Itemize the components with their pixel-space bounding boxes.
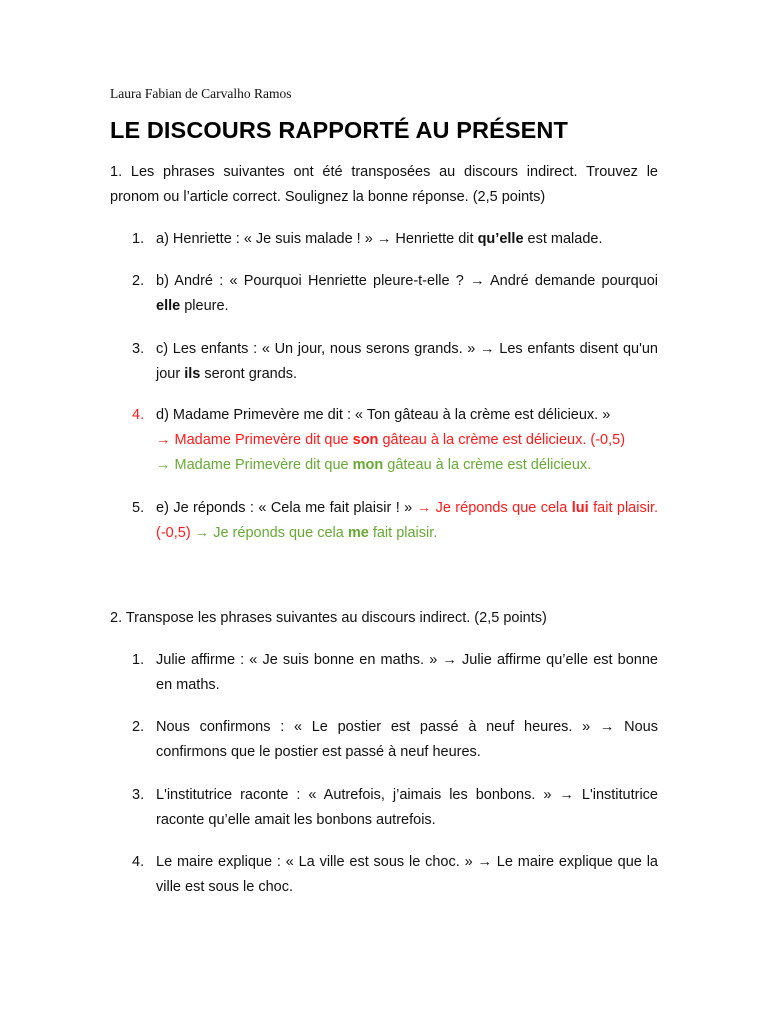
correction-pre: → Madame Primevère dit que (156, 457, 353, 473)
exercise1-item-1 (132, 227, 658, 252)
item-text: c) Les enfants : « Un jour, nous serons grands. » → Les enfants disent qu'un jour (156, 341, 658, 382)
item-text-end: pleure. (180, 298, 229, 314)
wrong-answer-line (156, 428, 658, 453)
item-number: 2. (132, 719, 145, 735)
wrong-answer-word: son (352, 432, 379, 448)
item-text: d) Madame Primevère me dit : « Ton gâteau à la crème est délicieux. » (156, 407, 611, 423)
exercise1-item-5 (132, 496, 658, 546)
exercise1-item-4 (132, 403, 658, 478)
wrong-answer-pre: → Madame Primevère dit que (156, 432, 353, 448)
exercise2-item-2 (132, 715, 658, 765)
correction-word: mon (352, 457, 384, 473)
item-text-end: est malade. (523, 231, 603, 247)
item-text: Nous confirmons : « Le postier est passé à neuf heures. » → Nous confirmons que le postier est passé à neuf heures. (156, 719, 658, 760)
item-number: 4. (132, 407, 145, 423)
correction (191, 525, 438, 541)
correction-line (156, 453, 658, 478)
exercise2-instruction: 2. Transpose les phrases suivantes au discours indirect. (2,5 points) (110, 610, 547, 626)
answer-word: elle (156, 298, 181, 314)
correction-pre: → Je réponds que cela (190, 525, 348, 541)
item-number: 1. (132, 652, 145, 668)
item-number: 2. (132, 273, 145, 289)
exercise1-item-3 (132, 337, 658, 387)
correction-post: fait plaisir. (368, 525, 438, 541)
correction-post: gâteau à la crème est délicieux. (383, 457, 592, 473)
answer-word: ils (184, 366, 201, 382)
item-text: a) Henriette : « Je suis malade ! » → Henriette dit (156, 231, 478, 247)
item-number: 3. (132, 341, 145, 357)
item-number: 4. (132, 854, 145, 870)
page-title: LE DISCOURS RAPPORTÉ AU PRÉSENT (110, 117, 568, 143)
item-text: L'institutrice raconte : « Autrefois, j’aimais les bonbons. » → L'institutrice raconte qu’elle amait les bonbons autrefois. (156, 787, 658, 828)
exercise2-item-3 (132, 783, 658, 833)
item-text: e) Je réponds : « Cela me fait plaisir ! » (156, 500, 417, 516)
author-name: Laura Fabian de Carvalho Ramos (110, 86, 292, 101)
item-text: b) André : « Pourquoi Henriette pleure-t-elle ? → André demande pourquoi (156, 273, 658, 289)
wrong-answer-post: gâteau à la crème est délicieux. (-0,5) (378, 432, 626, 448)
exercise2-item-1 (132, 648, 658, 698)
item-text: Julie affirme : « Je suis bonne en maths. » → Julie affirme qu’elle est bonne en maths. (156, 652, 658, 693)
answer-word: qu’elle (477, 231, 524, 247)
item-text: Le maire explique : « La ville est sous le choc. » → Le maire explique que la ville est sous le choc. (156, 854, 658, 895)
correction-word: me (347, 525, 369, 541)
wrong-answer-word: lui (571, 500, 589, 516)
wrong-answer-post: fait plaisir. (-0,5) (156, 500, 658, 541)
item-number: 1. (132, 231, 145, 247)
item-number: 5. (132, 500, 145, 516)
item-number: 3. (132, 787, 145, 803)
item-text-end: seront grands. (200, 366, 298, 382)
exercise1-item-2 (132, 269, 658, 319)
exercise1-instruction: 1. Les phrases suivantes ont été transposées au discours indirect. Trouvez le pronom ou l’article correct. Soulignez la bonne réponse. (2,5 points) (110, 164, 658, 205)
wrong-answer-pre: → Je réponds que cela (416, 500, 572, 516)
exercise2-item-4 (132, 850, 658, 900)
